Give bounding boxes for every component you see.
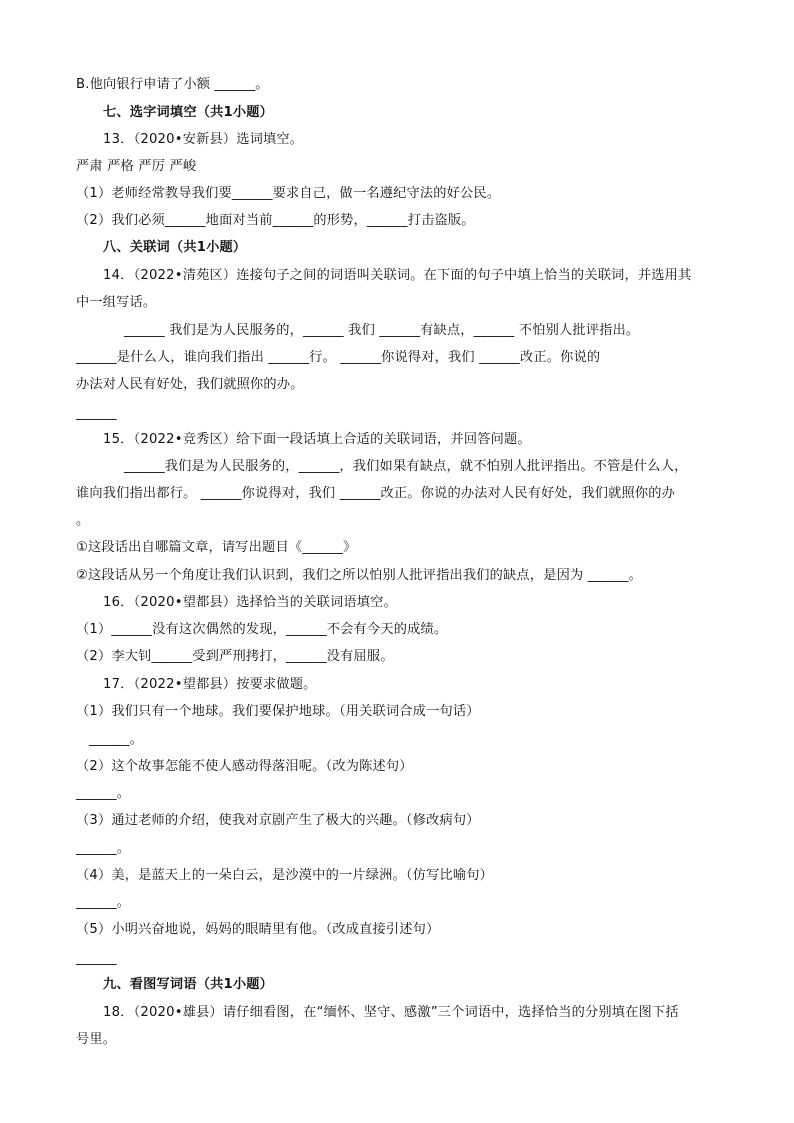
q16-item-1: （1）______没有这次偶然的发现，______不会有今天的成绩。 <box>76 622 448 637</box>
q17-answer-5: ______ <box>76 951 117 966</box>
question-18-stem-2: 号里。 <box>76 1032 117 1047</box>
question-13-stem: 13．（2020•安新县）选词填空。 <box>103 132 304 147</box>
q13-item-2: （2）我们必须______地面对当前______的形势，______打击盗版。 <box>76 213 475 228</box>
q15-passage-1: ______我们是为人民服务的，______，我们如果有缺点，就不怕别人批评指出。不管是什么人， <box>124 459 688 474</box>
option-b-line: B.他向银行申请了小额 ______。 <box>76 77 269 92</box>
question-15-stem: 15．（2022•竞秀区）给下面一段话填上合适的关联词语，并回答问题。 <box>103 432 531 447</box>
question-17-stem: 17．（2022•望都县）按要求做题。 <box>103 677 317 692</box>
section-9-heading: 九、看图写词语（共1小题） <box>103 977 274 992</box>
question-16-stem: 16．（2020•望都县）选择恰当的关联词语填空。 <box>103 595 397 610</box>
q15-sub-1: ①这段话出自哪篇文章，请写出题目《______》 <box>76 540 357 555</box>
q15-passage-3: 。 <box>76 513 90 528</box>
section-8-heading: 八、关联词（共1小题） <box>103 240 247 255</box>
q13-item-1: （1）老师经常教导我们要______要求自己，做一名遵纪守法的好公民。 <box>76 186 501 201</box>
q14-answer-blank: ______ <box>76 406 117 421</box>
q14-passage-3: 办法对人民有好处，我们就照你的办。 <box>76 377 304 392</box>
q17-answer-4: ______。 <box>76 895 131 910</box>
question-18-stem-1: 18．（2020•雄县）请仔细看图，在“缅怀、坚守、感激”三个词语中，选择恰当的分别填在图下括 <box>103 1005 679 1020</box>
q14-passage-1: ______ 我们是为人民服务的，______ 我们 ______有缺点，______ 不怕别人批评指出。 <box>124 323 640 338</box>
question-14-stem-1: 14．（2022•清苑区）连接句子之间的词语叫关联词。在下面的句子中填上恰当的关联词，并选用其 <box>103 268 692 283</box>
q14-passage-2: ______是什么人，谁向我们指出 ______行。 ______你说得对，我们 ______改正。你说的 <box>76 350 601 365</box>
q17-answer-1: ______。 <box>89 732 144 747</box>
q17-item-5: （5）小明兴奋地说，妈妈的眼睛里有他。（改成直接引述句） <box>76 922 440 937</box>
q15-sub-2: ②这段话从另一个角度让我们认识到，我们之所以怕别人批评指出我们的缺点，是因为 ______。 <box>76 568 642 583</box>
q17-item-2: （2）这个故事怎能不使人感动得落泪呢。（改为陈述句） <box>76 759 413 774</box>
q16-item-2: （2）李大钊______受到严刑拷打，______没有屈服。 <box>76 649 394 664</box>
q17-answer-2: ______。 <box>76 786 131 801</box>
word-choices: 严肃 严格 严厉 严峻 <box>76 159 197 174</box>
q17-item-1: （1）我们只有一个地球。我们要保护地球。（用关联词合成一句话） <box>76 704 480 719</box>
q17-item-3: （3）通过老师的介绍，使我对京剧产生了极大的兴趣。（修改病句） <box>76 813 480 828</box>
q17-answer-3: ______。 <box>76 841 131 856</box>
q15-passage-2: 谁向我们指出都行。 ______你说得对，我们 ______改正。你说的办法对人民有好处，我们就照你的办 <box>76 486 676 501</box>
question-14-stem-2: 中一组写话。 <box>76 295 157 310</box>
q17-item-4: （4）美，是蓝天上的一朵白云，是沙漠中的一片绿洲。（仿写比喻句） <box>76 868 493 883</box>
section-7-heading: 七、选字词填空（共1小题） <box>103 105 274 120</box>
